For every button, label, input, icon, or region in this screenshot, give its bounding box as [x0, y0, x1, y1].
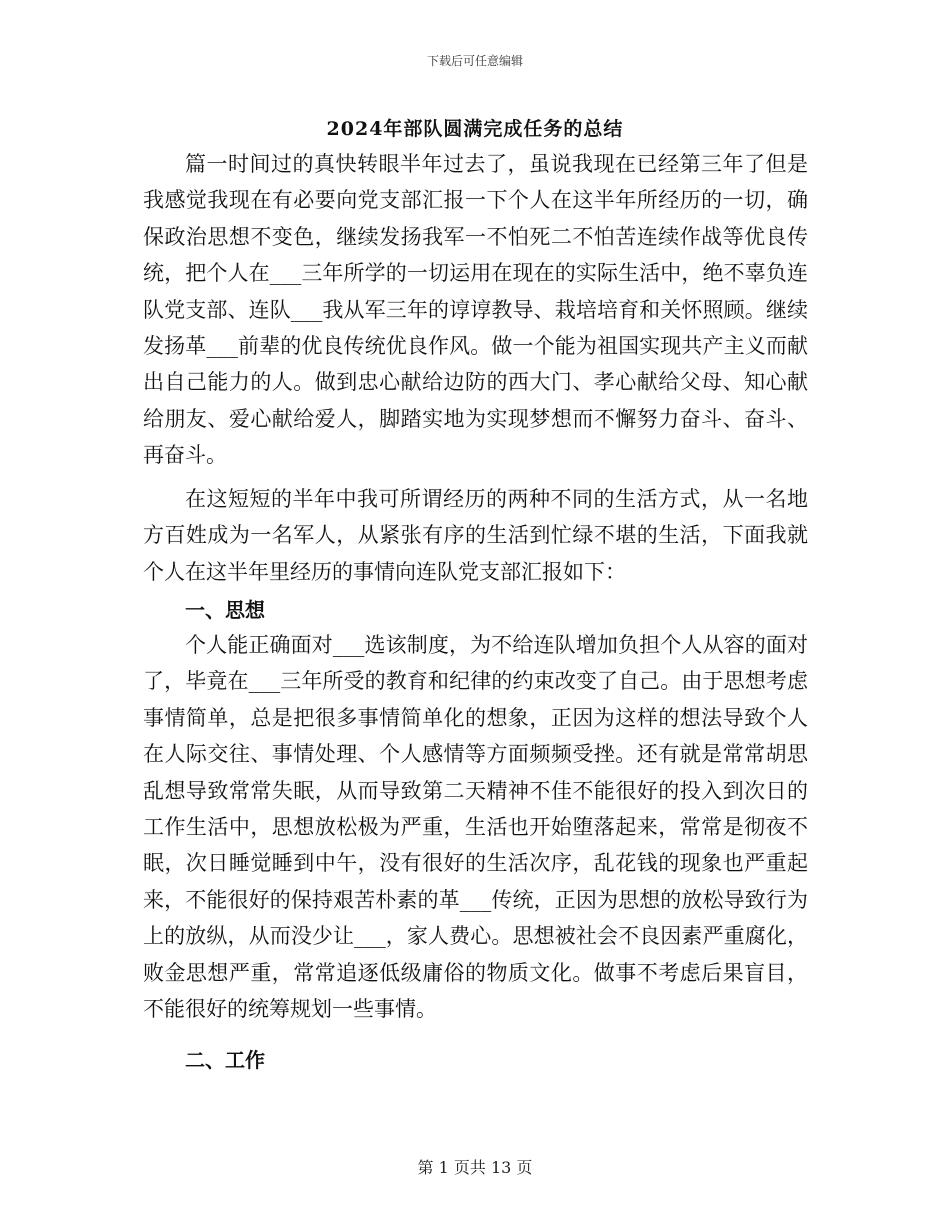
paragraph-intro: 篇一时间过的真快转眼半年过去了，虽说我现在已经第三年了但是我感觉我现在有必要向党支部汇报一下个人在这半年所经历的一切，确保政治思想不变色，继续发扬我军一不怕死二不怕苦连续作战等优良传统，把个人在___三年所学的一切运用在现在的实际生活中，绝不辜负连队党支部、连队___我从军三年的谆谆教导、栽培培育和关怀照顾。继续发扬革___前辈的优良传统优良作风。做一个能为祖国实现共产主义而献出自己能力的人。做到忠心献给边防的西大门、孝心献给父母、知心献给朋友、爱心献给爱人，脚踏实地为实现梦想而不懈努力奋斗、奋斗、再奋斗。 [143, 152, 808, 468]
document-title: 2024年部队圆满完成任务的总结 [326, 118, 624, 140]
section-heading-thought: 一、思想 [185, 598, 265, 622]
page-number: 第 1 页共 13 页 [417, 1158, 533, 1177]
paragraph-thought: 个人能正确面对___选该制度，为不给连队增加负担个人从容的面对了，毕竟在___三年所受的教育和纪律的约束改变了自己。由于思想考虑事情简单，总是把很多事情简单化的想象，正因为这样的想法导致个人在人际交往、事情处理、个人感情等方面频频受挫。还有就是常常胡思乱想导致常常失眠，从而导致第二天精神不佳不能很好的投入到次日的工作生活中，思想放松极为严重，生活也开始堕落起来，常常是彻夜不眠，次日睡觉睡到中午，没有很好的生活次序，乱花钱的现象也严重起来，不能很好的保持艰苦朴素的革___传统，正因为思想的放松导致行为上的放纵，从而没少让___，家人费心。思想被社会不良因素严重腐化，败金思想严重，常常追逐低级庸俗的物质文化。做事不考虑后果盲目，不能很好的统筹规划一些事情。 [143, 633, 808, 1022]
page-header-note: 下载后可任意编辑 [426, 54, 523, 68]
section-heading-work: 二、工作 [185, 1048, 265, 1072]
paragraph-overview: 在这短短的半年中我可所谓经历的两种不同的生活方式，从一名地方百姓成为一名军人，从紧张有序的生活到忙绿不堪的生活，下面我就个人在这半年里经历的事情向连队党支部汇报如下： [143, 487, 808, 584]
